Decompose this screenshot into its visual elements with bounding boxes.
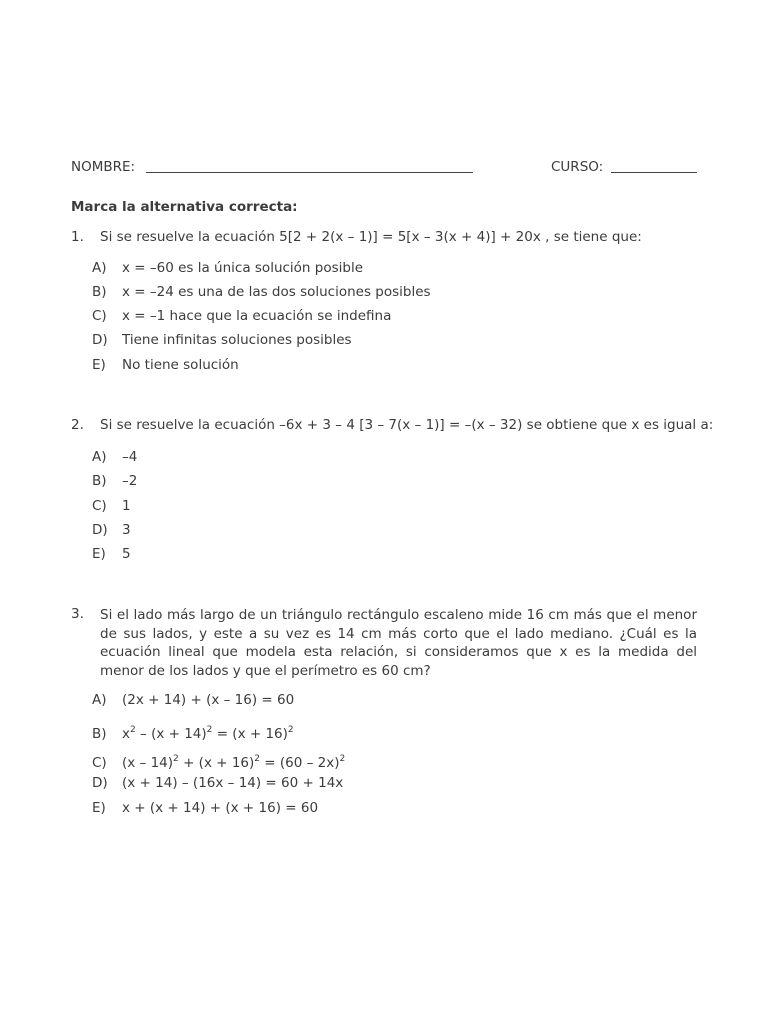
option-letter: B)	[92, 473, 107, 489]
option-text: –4	[122, 449, 138, 465]
course-blank-line[interactable]	[611, 172, 697, 173]
question-number: 1.	[71, 229, 84, 245]
option-d[interactable]	[92, 520, 131, 540]
question-text: Si se resuelve la ecuación 5[2 + 2(x – 1)] = 5[x – 3(x + 4)] + 20x , se tiene que:	[100, 229, 642, 245]
option-text: (x + 14) – (16x – 14) = 60 + 14x	[122, 775, 344, 791]
option-text: 1	[122, 498, 131, 514]
option-d[interactable]	[92, 773, 343, 793]
question-number: 2.	[71, 417, 84, 433]
option-formula: $x^2 - (x + 14)^2 = (x + 16)^2$	[122, 725, 294, 742]
name-label: NOMBRE:	[71, 159, 136, 175]
option-letter: D)	[92, 522, 108, 538]
option-letter: E)	[92, 357, 106, 373]
option-b[interactable]	[92, 282, 431, 302]
option-formula: $(x - 14)^2 + (x + 16)^2 = (60 - 2x)^2$	[122, 754, 346, 771]
option-letter: E)	[92, 546, 106, 562]
option-a[interactable]	[92, 447, 137, 467]
option-letter: C)	[92, 498, 107, 514]
course-label: CURSO:	[551, 159, 604, 175]
option-text: (2x + 14) + (x – 16) = 60	[122, 692, 295, 708]
option-b[interactable]	[92, 471, 137, 491]
question-text: Si el lado más largo de un triángulo rectángulo escaleno mide 16 cm más que el menor de sus lados, y este a su vez es 14 cm más corto que el lado mediano. ¿Cuál es la ecuación lineal que modela esta relación, si consideramos que x es la medida del menor de los lados y que el perímetro es 60 cm?	[100, 607, 697, 679]
option-a[interactable]	[92, 690, 294, 710]
option-text: No tiene solución	[122, 357, 239, 373]
option-letter: C)	[92, 308, 107, 324]
option-letter: A)	[92, 260, 107, 276]
name-blank-line[interactable]	[146, 172, 473, 173]
option-c[interactable]	[92, 749, 345, 769]
option-e[interactable]	[92, 355, 239, 375]
option-d[interactable]	[92, 330, 352, 350]
option-c[interactable]	[92, 496, 131, 516]
option-letter: B)	[92, 284, 107, 300]
option-letter: D)	[92, 332, 108, 348]
option-text: 3	[122, 522, 131, 538]
option-text: –2	[122, 473, 138, 489]
option-letter: B)	[92, 726, 107, 742]
option-text: x = –60 es la única solución posible	[122, 260, 364, 276]
option-letter: A)	[92, 692, 107, 708]
option-letter: E)	[92, 800, 106, 816]
option-letter: C)	[92, 755, 107, 771]
option-e[interactable]	[92, 544, 131, 564]
option-text: x + (x + 14) + (x + 16) = 60	[122, 800, 319, 816]
option-text: x = –24 es una de las dos soluciones posibles	[122, 284, 431, 300]
option-letter: A)	[92, 449, 107, 465]
option-text: x = –1 hace que la ecuación se indefina	[122, 308, 392, 324]
question-text: Si se resuelve la ecuación –6x + 3 – 4 [3 – 7(x – 1)] = –(x – 32) se obtiene que x es igual a:	[100, 417, 714, 433]
option-c[interactable]	[92, 306, 391, 326]
option-e[interactable]	[92, 798, 318, 818]
option-text: 5	[122, 546, 131, 562]
option-b[interactable]	[92, 720, 294, 740]
option-text: Tiene infinitas soluciones posibles	[122, 332, 352, 348]
option-letter: D)	[92, 775, 108, 791]
instruction-heading: Marca la alternativa correcta:	[71, 199, 298, 215]
question-number: 3.	[71, 606, 84, 622]
option-a[interactable]	[92, 258, 363, 278]
